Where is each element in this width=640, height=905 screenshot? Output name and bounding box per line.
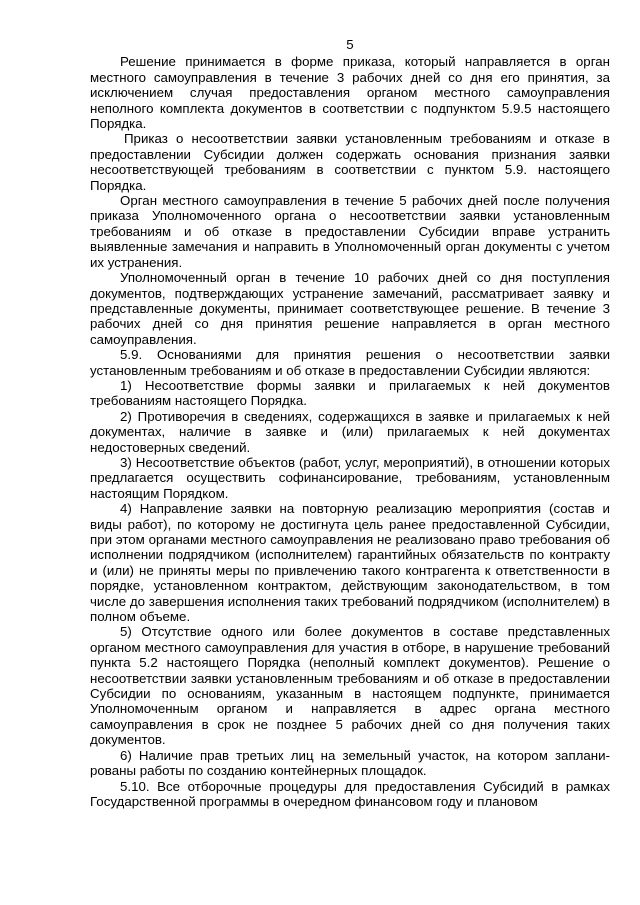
list-item-4: 4) Направление заявки на повторную реализацию мероприятия (состав и виды работ), по которому не достигнута цель ранее предоставленной Субсидии, при этом органами местного самоуправления не реализовано право требования об исполнении подрядчиком (исполнителем) гарантийных обязательств по контракту и (или) не приняты меры по привлечению такого контрагента к ответственности в порядке, установленном контрактом, действующим законодательством, в том числе до завершения исполнения таких требований подрядчиком (исполнителем) в полном объеме.: [90, 501, 610, 625]
paragraph-clause-5-10: 5.10. Все отборочные процедуры для предоставления Субсидий в рамках Государственной программы в очередном финансовом году и плановом: [90, 778, 610, 809]
list-item-1: 1) Несоответствие формы заявки и прилагаемых к ней документов требованиям настоящего Порядка.: [90, 377, 610, 409]
paragraph-clause-5-9: 5.9. Основаниями для принятия решения о несоответствии заявки установленным требованиям и об отказе в предоставлении Субсидии являются:: [90, 347, 610, 378]
paragraph-nonconformity-order: Приказ о несоответствии заявки установленным требованиям и отказе в предоставлении Субсидии должен содержать основания признания заявки несоответствующей требованиям в соответствии с пунктом 5.9. настоящего Порядка.: [90, 131, 610, 193]
list-item-5: 5) Отсутствие одного или более документов в составе представленных органом местного самоуправления для участия в отборе, в нарушение требований пункта 5.2 настоящего Порядка (неполный комплект документов). Решение о несоответствии заявки установленным требованиям и об отказе в предоставлении Субсидии по основаниям, указанным в настоящем подпункте, принимается Уполномоченным органом и направляется в адрес органа местного самоуправления в срок не позднее 5 рабочих дней со дня получения таких документов.: [90, 624, 610, 748]
paragraph-remedy-right: Орган местного самоуправления в течение 5 рабочих дней после получения приказа Уполномоченного органа о несоответствии заявки установленным требованиям и об отказе в предоставлении Субсидии вправе устранить выявленные замечания и направить в Уполномоченный орган документы с учетом их устранения.: [90, 193, 610, 270]
list-item-2: 2) Противоречия в сведениях, содержащихся в заявке и прилагаемых к ней документах, наличие в заявке и (или) прилагаемых к ней документах недостоверных сведений.: [90, 408, 610, 455]
paragraph-decision-form: Решение принимается в форме приказа, который направляется в орган местного самоуправления в течение 3 рабочих дней со дня его принятия, за исключением случая предоставления органом местного самоуправления неполного комплекта документов в соответствии с подпунктом 5.9.5 настоящего Порядка.: [90, 54, 610, 132]
paragraph-review-period: Уполномоченный орган в течение 10 рабочих дней со дня поступления документов, подтверждающих устранение замечаний, рассматривает заявку и представленные документы, принимает соответствующее решение. В течение 3 рабочих дней со дня принятия решение направляется в орган местного самоуправления.: [90, 270, 610, 347]
document-page: [90, 37, 610, 809]
page-number: 5: [346, 37, 354, 52]
list-item-3: 3) Несоответствие объектов (работ, услуг, мероприятий), в отношении которых предлагается осуществить софинансирование, требованиям, установленным настоящим Порядком.: [90, 454, 610, 501]
list-item-6: 6) Наличие прав третьих лиц на земельный участок, на котором заплани-рованы работы по созданию контейнерных площадок.: [90, 747, 610, 779]
